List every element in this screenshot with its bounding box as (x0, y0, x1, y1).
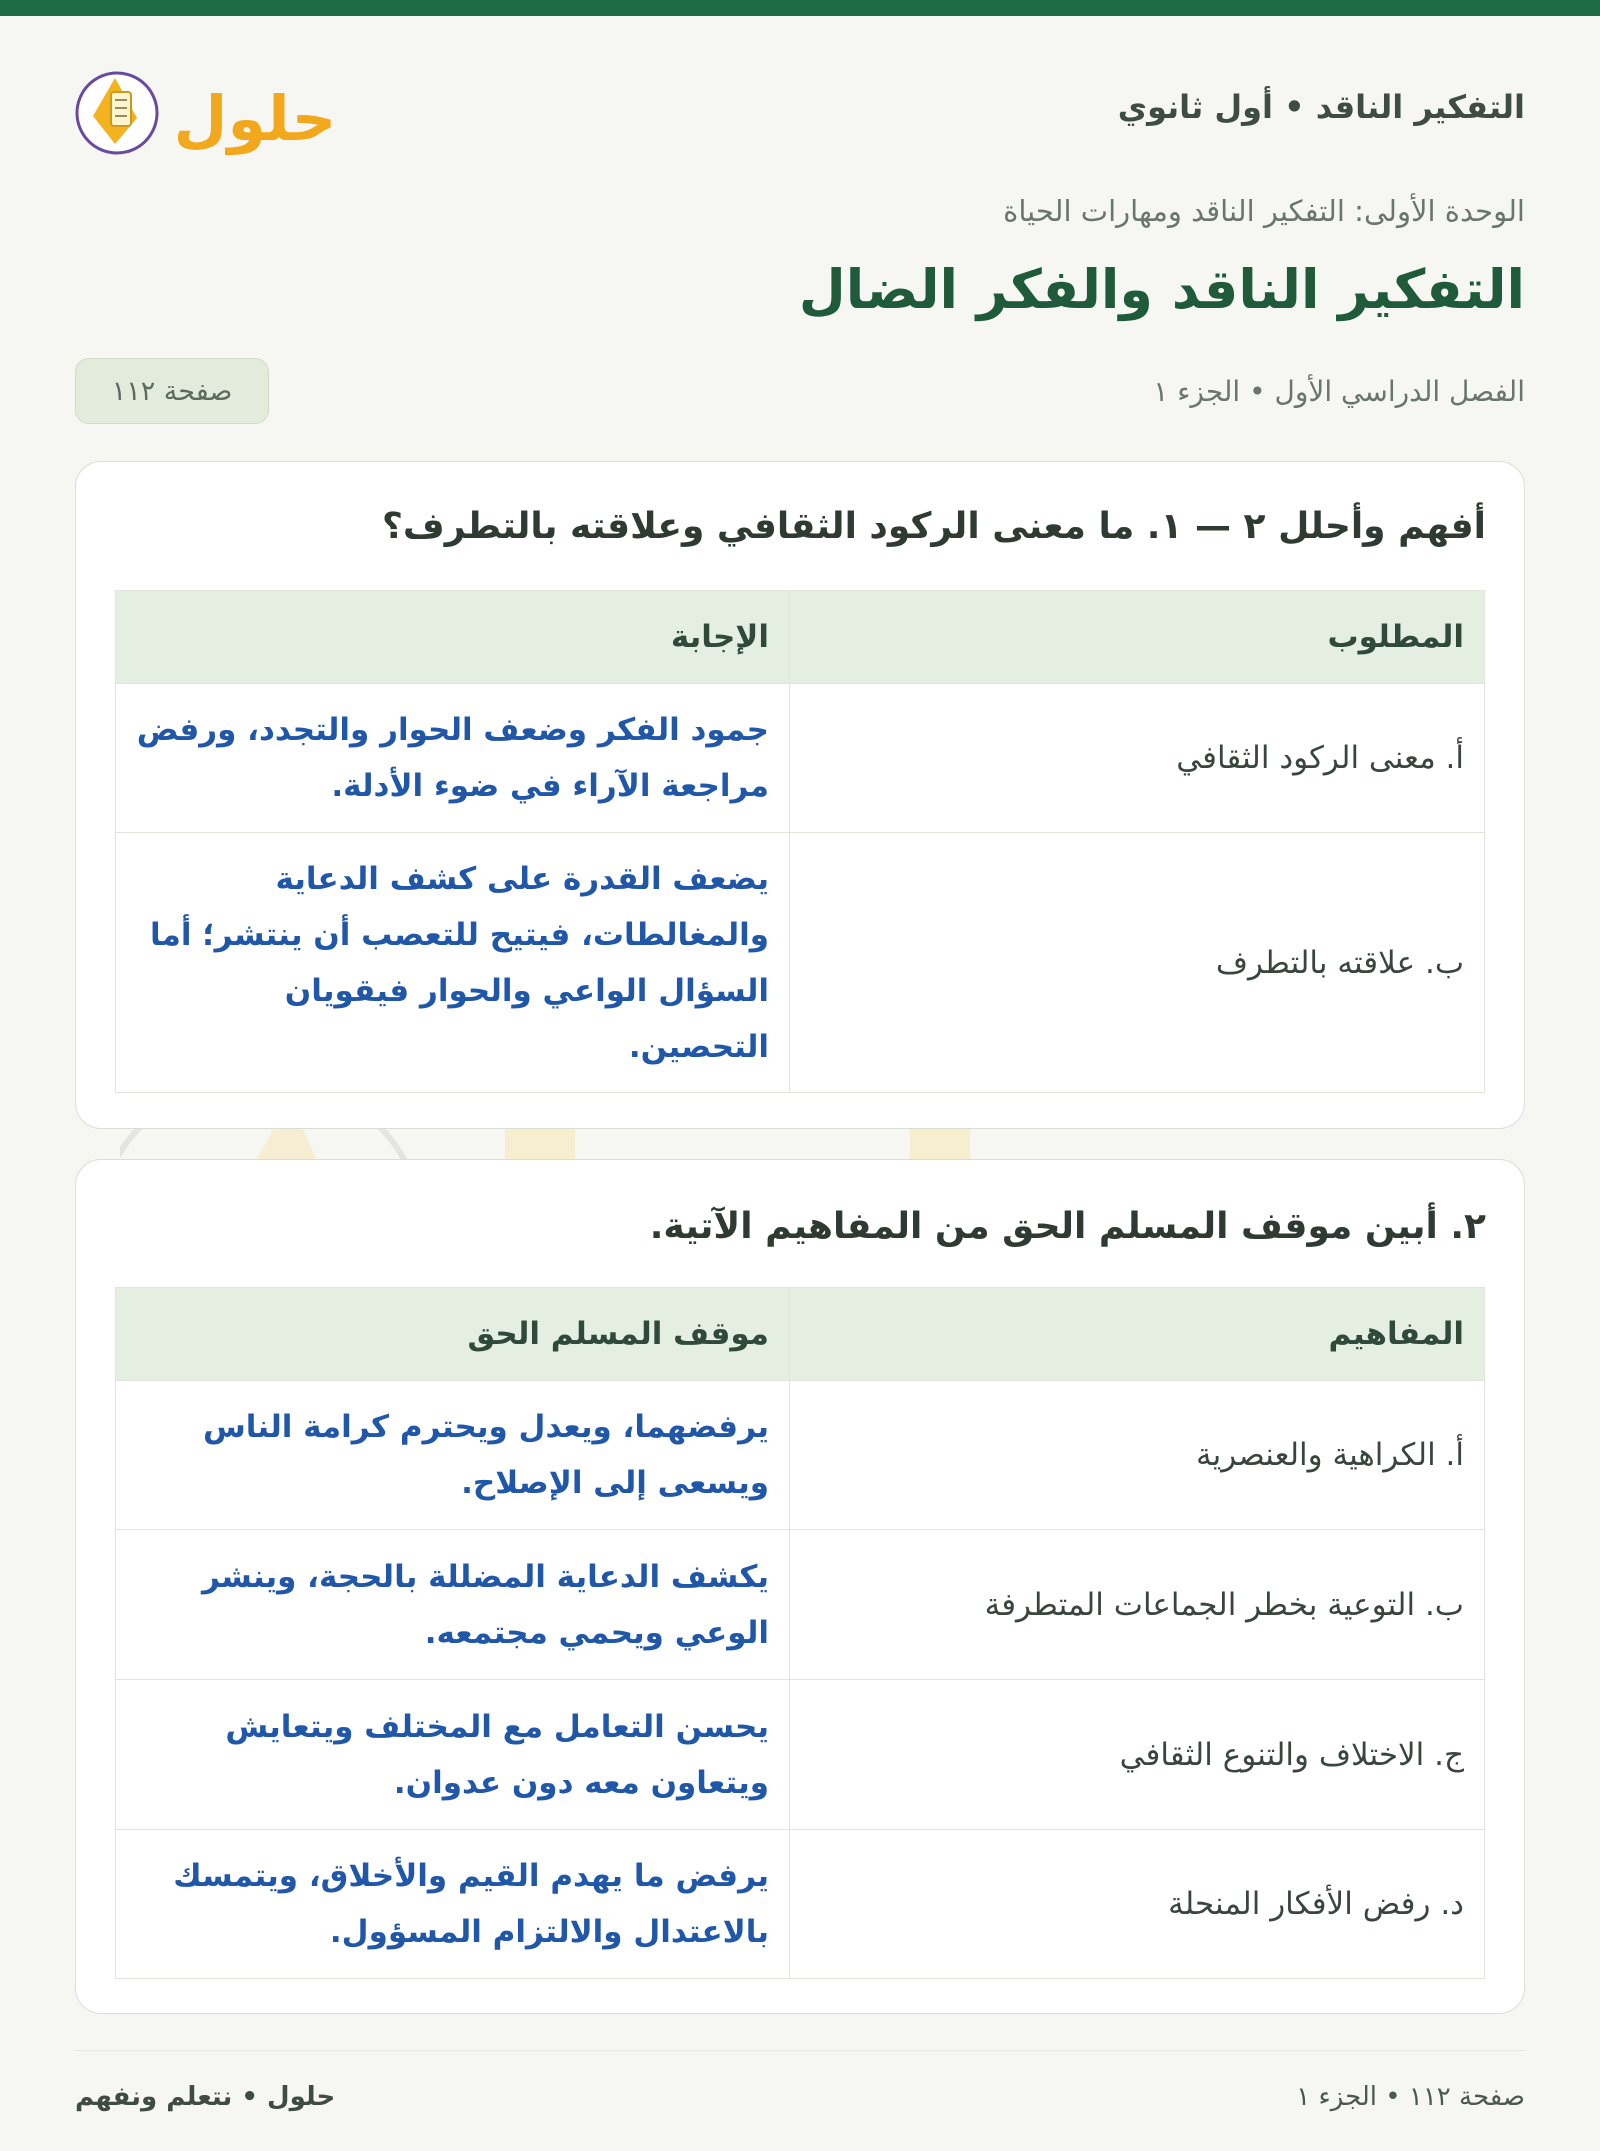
header-stance: موقف المسلم الحق (116, 1288, 790, 1381)
table-row (116, 1680, 1485, 1830)
table-row (116, 833, 1485, 1093)
question1-title: أفهم وأحلل ٢ — ١. ما معنى الركود الثقافي وعلاقته بالتطرف؟ (382, 506, 1486, 547)
answer-cell: جمود الفكر وضعف الحوار والتجدد، ورفض مراجعة الآراء في ضوء الأدلة. (116, 684, 790, 833)
header-required: المطلوب (790, 591, 1485, 684)
question1-table (115, 590, 1485, 1093)
table-row (116, 1530, 1485, 1680)
header-concepts: المفاهيم (790, 1288, 1485, 1381)
stance-cell: يرفضهما، ويعدل ويحترم كرامة الناس ويسعى إلى الإصلاح. (116, 1381, 790, 1530)
concept-cell: د. رفض الأفكار المنحلة (790, 1830, 1485, 1979)
header-answer: الإجابة (116, 591, 790, 684)
concept-cell: ج. الاختلاف والتنوع الثقافي (790, 1680, 1485, 1830)
lesson-title: التفكير الناقد والفكر الضال (798, 258, 1525, 321)
table-row (116, 1381, 1485, 1530)
question2-table (115, 1287, 1485, 1979)
table-row (116, 684, 1485, 833)
footer-divider (75, 2050, 1525, 2051)
unit-title: الوحدة الأولى: التفكير الناقد ومهارات الحياة (1003, 194, 1525, 228)
concept-cell: ب. التوعية بخطر الجماعات المتطرفة (790, 1530, 1485, 1680)
page-header (75, 58, 1525, 168)
subject-title: التفكير الناقد • أول ثانوي (1117, 88, 1525, 126)
stance-cell: يكشف الدعاية المضللة بالحجة، وينشر الوعي ويحمي مجتمعه. (116, 1530, 790, 1680)
top-accent-bar (0, 0, 1600, 16)
question1-card (75, 461, 1525, 1129)
semester-info: الفصل الدراسي الأول • الجزء ١ (1153, 375, 1525, 408)
required-cell: ب. علاقته بالتطرف (790, 833, 1485, 1093)
svg-text:حلول: حلول (173, 82, 335, 155)
table-row (116, 1830, 1485, 1979)
question2-title: ٢. أبين موقف المسلم الحق من المفاهيم الآتية. (649, 1206, 1486, 1247)
required-cell: أ. معنى الركود الثقافي (790, 684, 1485, 833)
answer-cell: يضعف القدرة على كشف الدعاية والمغالطات، فيتيح للتعصب أن ينتشر؛ أما السؤال الواعي والحوار فيقويان التحصين. (116, 833, 790, 1093)
stance-cell: يرفض ما يهدم القيم والأخلاق، ويتمسك بالاعتدال والالتزام المسؤول. (116, 1830, 790, 1979)
question2-card (75, 1159, 1525, 2014)
page-badge: صفحة ١١٢ (75, 358, 269, 424)
logo-graphic (75, 58, 335, 168)
stance-cell: يحسن التعامل مع المختلف ويتعايش ويتعاون معه دون عدوان. (116, 1680, 790, 1830)
footer-slogan: حلول • نتعلم ونفهم (75, 2082, 336, 2112)
hulul-logo (75, 58, 335, 168)
table-header-row (116, 1288, 1485, 1381)
concept-cell: أ. الكراهية والعنصرية (790, 1381, 1485, 1530)
footer-page-info: صفحة ١١٢ • الجزء ١ (1296, 2082, 1525, 2112)
table-header-row (116, 591, 1485, 684)
